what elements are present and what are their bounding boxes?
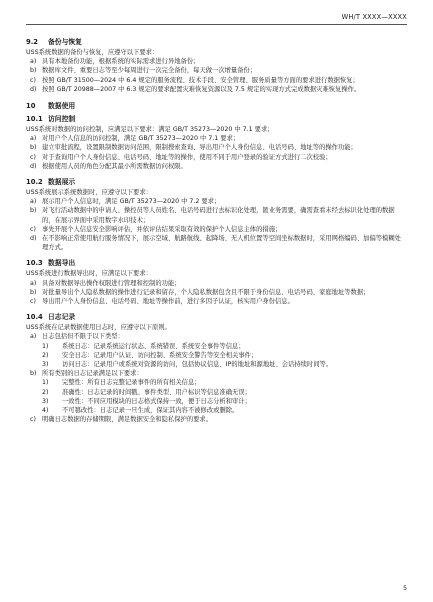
list-item <box>26 197 407 206</box>
sub-list-item <box>26 360 407 369</box>
sub-list-marker: 2) <box>42 351 49 359</box>
list-item-text: 对批量导出个人隐私数据的操作进行记录和留存，个人隐私数据包含且不限于身份信息、电话号码、家庭地址等数据； <box>42 288 370 296</box>
section-intro: USS系统对数据的访问控制，应满足以下要求：满足 GB/T 35273—2020 中 7.1 要求； <box>26 126 274 134</box>
list-marker: a) <box>30 198 37 206</box>
page-number: 5 <box>403 585 407 592</box>
sub-list-marker: 1) <box>42 342 49 350</box>
list-marker: b) <box>30 207 37 215</box>
list-marker: a) <box>30 58 37 66</box>
list-item <box>26 415 407 424</box>
sub-list-item-text: 安全日志：记录用户认证、访问控制、系统安全警告等安全相关事件； <box>62 351 258 359</box>
sub-list-item-text: 完整性：所有日志完整记录事件的所有相关信息； <box>62 379 201 387</box>
list-marker: a) <box>30 135 37 143</box>
section-heading-10-2 <box>26 177 407 187</box>
section-number: 10.2 <box>26 178 43 187</box>
sub-list-item-text: 准确性：日志记录的时间戳、事件类型、用户标识等信息准确无误； <box>62 388 251 396</box>
section-intro: USS系统数据的备份与恢复，应遵守以下要求： <box>26 49 159 56</box>
list-item <box>26 288 407 297</box>
chapter-title: 数据使用 <box>48 102 76 111</box>
header-rule <box>26 24 407 25</box>
section-heading-9-2 <box>26 37 407 47</box>
list-item <box>26 162 407 171</box>
sub-list-item <box>26 378 407 387</box>
section-number: 10.3 <box>26 259 43 268</box>
list-item <box>26 143 407 152</box>
list-item-text: 在不影响正常使用航行服务情况下，展示空域、航路航线、起降场、无人机位置等空间坐标数据时，采用网格编码、加偏等模糊处理方式。 <box>42 235 401 252</box>
section-intro: USS系统在记录数据使用日志时，应遵守以下原则。 <box>26 324 171 332</box>
sub-list-item <box>26 406 407 415</box>
document-id-header: WH/T XXXX—XXXX <box>341 13 407 21</box>
list-item <box>26 234 407 252</box>
list-item-text: 具有本地备份功能，根据系统的实际需求进行异地备份； <box>42 58 200 66</box>
list-item <box>26 332 407 341</box>
chapter-number: 10 <box>26 102 36 111</box>
sub-list-marker: 3) <box>42 361 49 369</box>
page-body <box>26 37 407 425</box>
section-intro: USS系统展示系统数据时，应遵守以下要求： <box>26 189 152 197</box>
sub-list-marker: 1) <box>42 379 49 387</box>
list-item-text: 导出用户个人身份信息、电话号码、地址等操作前，进行多因子认证，核实用户身份信息。 <box>42 298 294 306</box>
list-marker: d) <box>30 162 37 170</box>
sub-list-item-text: 访问日志：记录用户或系统对资源的访问，包括协议信息、IP的地址和源地址、会话持续时间等。 <box>62 361 333 369</box>
section-title: 数据导出 <box>48 259 76 268</box>
list-item-text: 展示用户个人信息时，满足 GB/T 35273—2020 中 7.2 要求； <box>42 198 221 206</box>
list-marker: b) <box>30 144 37 152</box>
list-item-text: 对于查询用户个人身份信息、电话号码、地址等的操作，使用不同于用户登录的验证方式进行二次校验； <box>42 153 332 161</box>
section-heading-10-3 <box>26 258 407 268</box>
list-item-text: 事先开展个人信息安全影响评估，并依评估结果采取有效的保护个人信息主体的措施； <box>42 225 282 233</box>
list-item <box>26 206 407 224</box>
sub-list-item-text: 不可篡改性：日志记录一旦生成，保证其内容不被修改或删除。 <box>62 407 239 415</box>
list-item-text: 根据使用人员的角色分配其最小所需数据访问权限。 <box>42 162 187 170</box>
section-intro: USS系统进行数据导出时，应满足以下要求： <box>26 270 152 278</box>
list-marker: b) <box>30 67 37 75</box>
list-item <box>26 85 407 94</box>
list-item <box>26 134 407 143</box>
list-item-text: 日志包括但不限于以下类型： <box>42 333 124 341</box>
sub-list-marker: 4) <box>42 407 49 415</box>
list-marker: b) <box>30 370 37 378</box>
list-marker: d) <box>30 85 37 93</box>
list-item <box>26 57 407 66</box>
sub-list-item <box>26 388 407 397</box>
list-marker: a) <box>30 333 37 341</box>
list-item <box>26 66 407 75</box>
list-marker: c) <box>30 153 36 161</box>
sub-list-item-text: 一致性：不同应用模块的日志格式保持一致，便于日志分析和审计； <box>62 397 251 405</box>
sub-list-marker: 2) <box>42 388 49 396</box>
section-title: 访问控制 <box>48 115 76 124</box>
list-item-text: 具备对数据导出操作权限进行管理和控制的功能； <box>42 279 181 287</box>
section-title: 日志记录 <box>48 313 76 322</box>
section-title: 数据展示 <box>48 178 76 187</box>
list-marker: b) <box>30 288 37 296</box>
list-marker: c) <box>30 298 36 306</box>
section-number: 9.2 <box>26 38 39 46</box>
list-item <box>26 369 407 378</box>
list-item-text: 按照 GB/T 31500—2024 中 6.4 规定的服务流程、技术手段、安全管理、服务质量等方面的要求进行数据恢复； <box>42 76 359 84</box>
list-marker: c) <box>30 76 36 84</box>
list-item-text: 按照 GB/T 20988—2007 中 6.3 规定的要求配置灾难恢复资源以及 7.5 规定的实现方式完成数据灾难恢复操作。 <box>42 85 361 93</box>
list-item-text: 所有类别的日志记录满足以下要求： <box>42 370 143 378</box>
list-item-text: 对用户个人信息的访问控制，满足 GB/T 35273—2020 中 7.1 要求； <box>42 135 240 143</box>
list-item <box>26 279 407 288</box>
chapter-heading-10 <box>26 101 407 111</box>
list-item-text: 建立审批流程，设置限制数据访问范围，限制搜索查询、导出用户个人身份信息、电话号码、地址等的操作功能； <box>42 144 357 152</box>
list-item <box>26 297 407 306</box>
list-item-text: 明确日志数据的存储期限，满足数据安全和隐私保护的要求。 <box>42 416 213 424</box>
list-marker: c) <box>30 416 36 424</box>
sub-list-item <box>26 342 407 351</box>
list-item <box>26 153 407 162</box>
list-marker: c) <box>30 225 36 233</box>
section-heading-10-4 <box>26 312 407 322</box>
section-heading-10-1 <box>26 114 407 124</box>
sub-list-item <box>26 351 407 360</box>
list-marker: a) <box>30 279 37 287</box>
list-item <box>26 76 407 85</box>
sub-list-item-text: 系统日志：记录系统运行状态、系统错误、系统安全事件等信息； <box>62 342 245 350</box>
list-item-text: 对飞行活动数据中的申请人、操控员等人员姓名、电话号码进行去标识化处理，匿业务需要，确需查看未经去标识化处理的数据的，在展示界面中采用数字水印技术； <box>42 207 395 224</box>
sub-list-marker: 3) <box>42 397 49 405</box>
section-number: 10.4 <box>26 313 43 322</box>
section-number: 10.1 <box>26 115 43 124</box>
section-title: 备份与恢复 <box>48 38 82 46</box>
list-item <box>26 225 407 234</box>
list-marker: d) <box>30 235 37 243</box>
list-item-text: 数据库文件、重要日志等至少每周进行一次完全备份，每天做一次增量备份； <box>42 67 257 75</box>
sub-list-item <box>26 397 407 406</box>
